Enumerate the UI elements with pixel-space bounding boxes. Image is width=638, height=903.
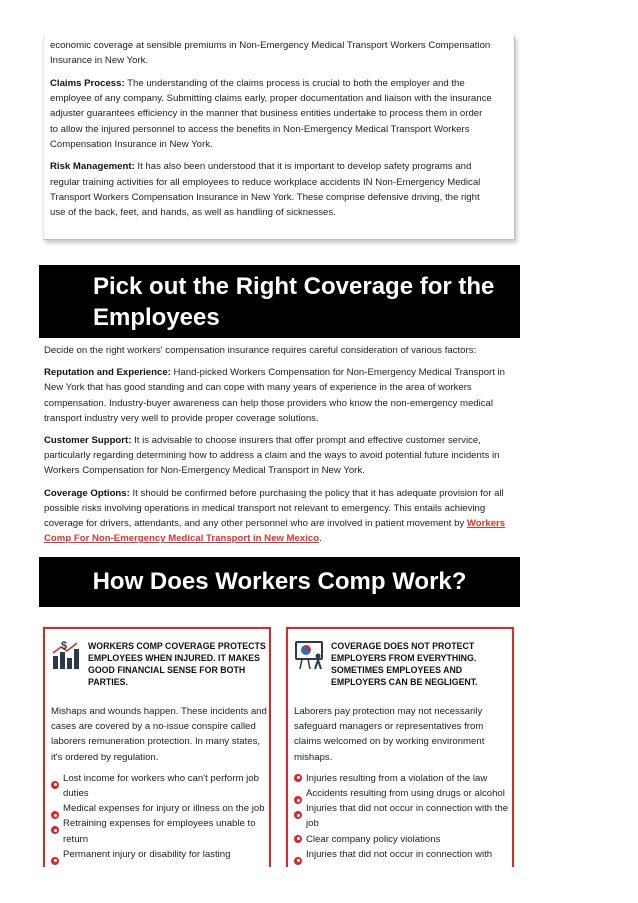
- bullet-icon: [294, 811, 302, 819]
- list-item: [294, 771, 512, 786]
- reputation-text: Hand-picked Workers Compensation for Non-Emergency Medical Transport in New York that has good standing and can cope with many years of experience in the area of workers compensation. Industry-buyer awareness can help those providers who know the non-emergency medical transport industry very well to provide proper coverage solutions.: [44, 367, 506, 424]
- list-item-text: Retraining expenses for employees unable to return: [63, 818, 256, 845]
- list-item-text: Injuries that did not occur in connection with: [306, 848, 493, 860]
- risk-management-paragraph: [50, 159, 492, 220]
- coverage-options-text: It should be confirmed before purchasing the policy that it has adequate provision for all possible risks involving operations in medical transport not relevant to emergency. This entails achieving coverage for drivers, attendants, and any other personnel who are involved in patient movement by: [44, 487, 504, 530]
- list-item-text: Medical expenses for injury or illness on the job: [63, 803, 265, 815]
- coverage-protects-card: [43, 627, 271, 867]
- list-item: [51, 801, 269, 816]
- customer-support-label: Customer Support:: [44, 435, 132, 447]
- new-mexico-workers-comp-link[interactable]: Workers Comp For Non-Emergency Medical Transport in New Mexico: [44, 518, 506, 545]
- coverage-heading-banner: [39, 265, 520, 338]
- not-covered-items-list: [294, 771, 512, 862]
- list-item: [51, 847, 269, 862]
- coverage-options-tail: .: [319, 533, 322, 545]
- coverage-intro: Decide on the right workers' compensation insurance requires careful consideration of various factors:: [44, 345, 477, 356]
- list-item-text: Injuries that did not occur in connection with the job: [306, 803, 509, 830]
- how-workers-comp-heading: How Does Workers Comp Work?: [92, 568, 467, 595]
- card-description: Laborers pay protection may not necessarily safeguard managers or representatives from claims welcomed on by working environment mishaps.: [294, 706, 485, 763]
- customer-support-text: It is advisable to choose insurers that offer prompt and effective customer service, particularly regarding determining how to address a claim and the ways to avoid potential future incidents in Workers Compensation for Non-Emergency Medical Transport in New York.: [44, 435, 500, 477]
- list-item: [294, 847, 512, 862]
- claims-process-text: The understanding of the claims process is crucial to both the employer and the employee of any company. Submitting claims early, proper documentation and liaison with the insurance adjuster guarantees efficiency in the manner that business entities undertake to process them in order to allow the injured personnel to access the benefits in Non-Emergency Medical Transport Workers Compensation Insurance in New York.: [50, 77, 492, 150]
- covered-items-list: [51, 771, 269, 862]
- coverage-options-paragraph: [44, 486, 510, 547]
- coverage-heading: Pick out the Right Coverage for the Employees: [93, 273, 495, 331]
- bullet-icon: [51, 781, 59, 789]
- list-item-text: Injuries resulting from a violation of the law: [306, 772, 488, 784]
- top-content-card: [43, 36, 515, 240]
- bullet-icon: [294, 835, 302, 843]
- card-description: Mishaps and wounds happen. These incidents and cases are covered by a no-issue conspire called laborers remuneration protection. In many states, it's ordered by regulation.: [51, 706, 267, 763]
- reputation-label: Reputation and Experience:: [44, 367, 171, 379]
- bullet-icon: [294, 857, 302, 865]
- list-item: [294, 801, 512, 831]
- intro-tail-paragraph: economic coverage at sensible premiums in Non-Emergency Medical Transport Workers Compensation Insurance in New York.: [50, 40, 491, 67]
- list-item: [294, 786, 512, 801]
- card-header: [51, 639, 265, 699]
- card-title: WORKERS COMP COVERAGE PROTECTS EMPLOYEES WHEN INJURED. IT MAKES GOOD FINANCIAL SENSE FOR BOTH PARTIES.: [88, 641, 266, 687]
- money-chart-icon: [51, 639, 83, 671]
- svg-text:$: $: [61, 640, 68, 652]
- coverage-section: [44, 343, 510, 553]
- list-item-text: Permanent injury or disability for lasting: [63, 848, 231, 860]
- coverage-not-protect-card: [286, 627, 514, 867]
- presentation-board-icon: [294, 639, 326, 671]
- bullet-icon: [51, 857, 59, 865]
- list-item: [294, 832, 512, 847]
- bullet-icon: [294, 774, 302, 782]
- list-item-text: Clear company policy violations: [306, 833, 441, 845]
- claims-process-label: Claims Process:: [50, 77, 125, 89]
- risk-management-label: Risk Management:: [50, 161, 135, 173]
- coverage-options-label: Coverage Options:: [44, 487, 130, 499]
- customer-support-paragraph: [44, 433, 510, 479]
- list-item: [51, 816, 269, 846]
- card-header: [294, 639, 508, 699]
- reputation-paragraph: [44, 365, 510, 426]
- card-body: [51, 704, 269, 862]
- card-title: COVERAGE DOES NOT PROTECT EMPLOYERS FROM EVERYTHING. SOMETIMES EMPLOYEES AND EMPLOYERS CAN BE NEGLIGENT.: [331, 641, 478, 687]
- risk-management-text: It has also been understood that it is important to develop safety programs and regular training activities for all employees to reduce workplace accidents IN Non-Emergency Medical Transport Workers Compensation Insurance in New York. These comprise defensive driving, the right use of the back, feet, and hands, as well as handling of sicknesses.: [50, 161, 481, 219]
- how-workers-comp-banner: [39, 557, 520, 607]
- list-item-text: Accidents resulting from using drugs or alcohol: [306, 788, 505, 800]
- card-body: [294, 704, 512, 862]
- list-item: [51, 771, 269, 801]
- claims-process-paragraph: [50, 76, 492, 152]
- list-item-text: Lost income for workers who can't perform job duties: [63, 772, 259, 800]
- bullet-icon: [51, 826, 59, 834]
